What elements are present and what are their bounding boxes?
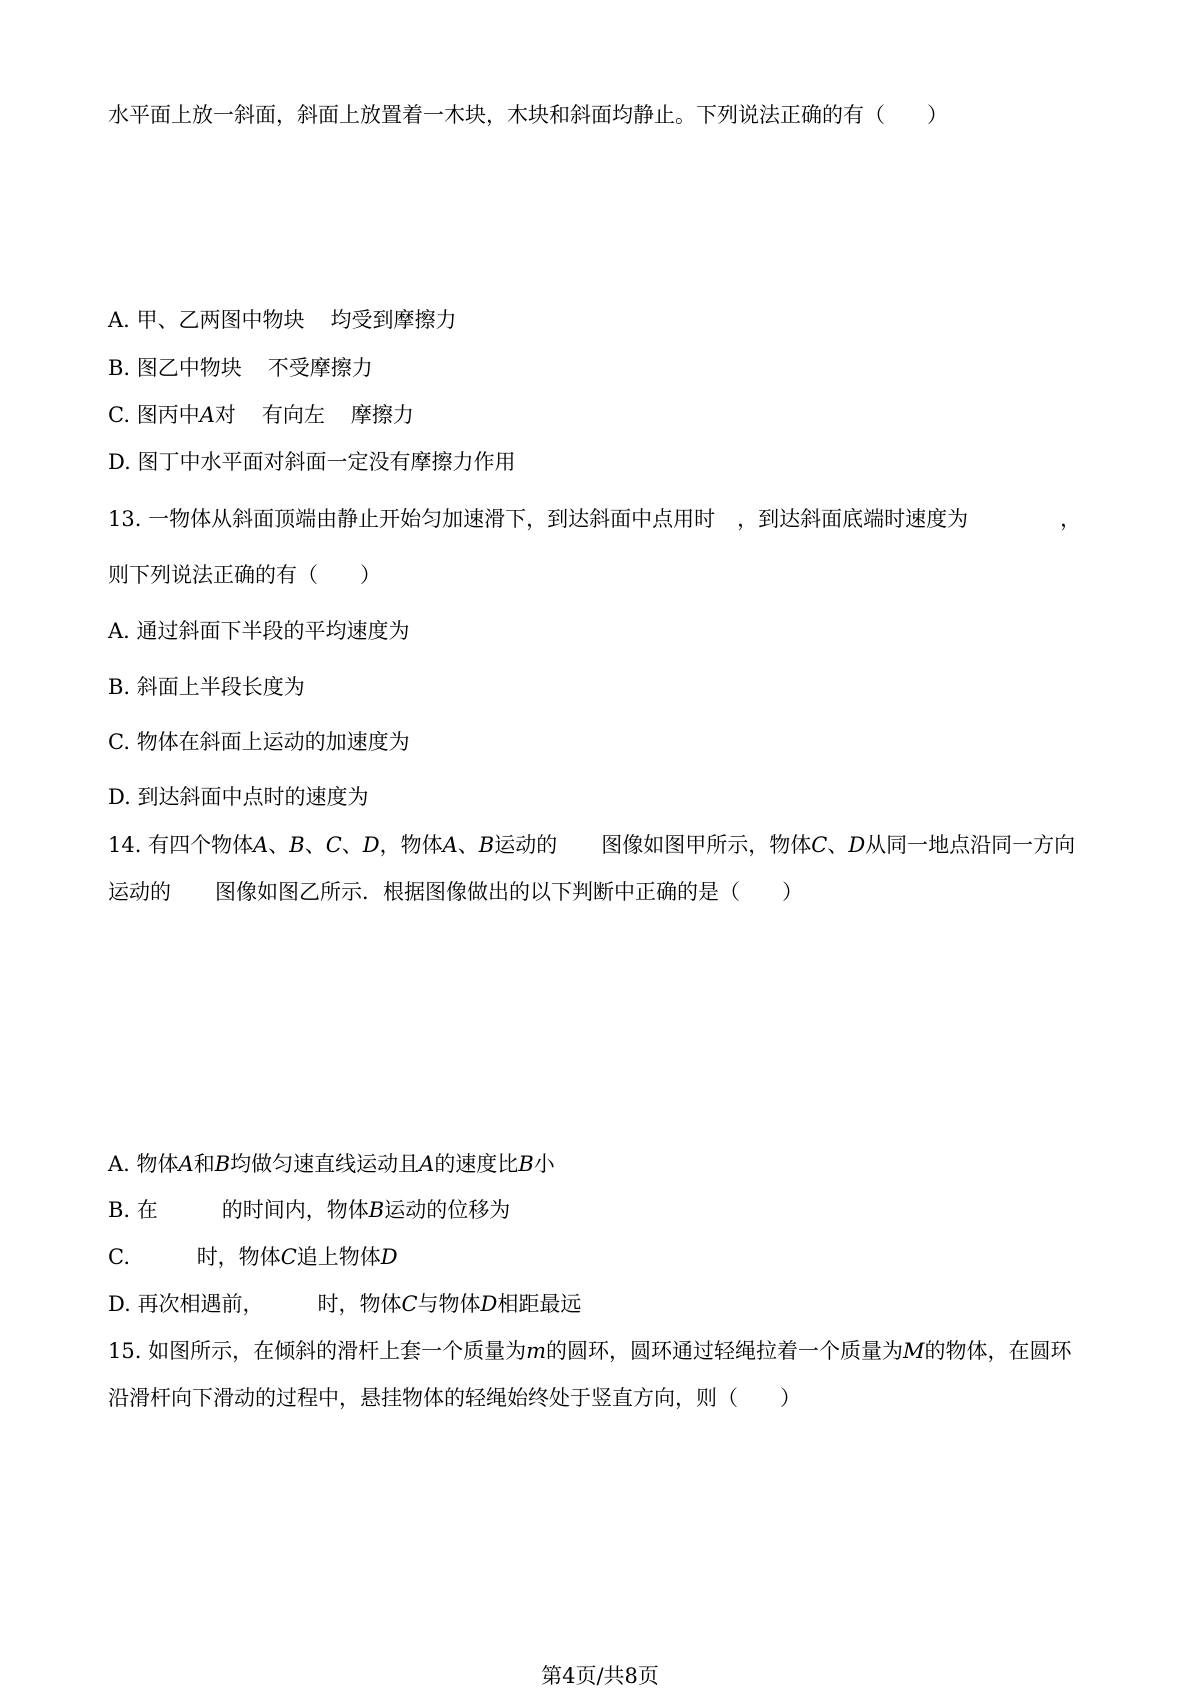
stem-text: 如图所示，在倾斜的滑杆上套一个质量为: [148, 1339, 527, 1363]
option-text: 小: [533, 1152, 555, 1176]
question-number: 15.: [108, 1339, 142, 1363]
stem-text: ，到达斜面底端时速度为: [737, 507, 969, 531]
option-label: B.: [108, 1198, 131, 1222]
q14-option-d: [108, 1290, 581, 1318]
q13-option-d: [108, 783, 368, 811]
option-label: D.: [108, 1292, 131, 1316]
option-text: 时，物体: [196, 1245, 281, 1269]
q14-option-a: [108, 1150, 555, 1178]
q14-option-c: [108, 1243, 398, 1271]
option-text: 对: [214, 403, 236, 427]
variable: A: [199, 403, 215, 427]
variable: A: [178, 1152, 194, 1176]
q12-option-d: [108, 448, 515, 476]
q14-stem-line1: [108, 831, 1075, 859]
option-label: C.: [108, 1245, 130, 1269]
option-text: 物体在斜面上运动的加速度为: [136, 730, 410, 754]
stem-text: 的物体，在圆环: [924, 1339, 1072, 1363]
option-text: 物体: [136, 1152, 179, 1176]
option-text: 相距最远: [497, 1292, 582, 1316]
q14-stem-line2: [108, 878, 803, 906]
question-number: 13.: [108, 507, 142, 531]
option-label: A.: [108, 1152, 130, 1176]
variable: m: [526, 1339, 547, 1363]
variable: D: [848, 833, 866, 857]
variable: B: [478, 833, 495, 857]
variable: B: [214, 1152, 231, 1176]
option-text: 均做匀速直线运动且: [230, 1152, 420, 1176]
stem-text: 图像如图乙所示．根据图像做出的以下判断中正确的是（ ）: [215, 880, 803, 904]
stem-text: 运动的: [494, 833, 558, 857]
q15-stem-line1: [108, 1337, 1072, 1365]
stem-text: 从同一地点沿同一方向: [865, 833, 1076, 857]
option-text: 有向左: [261, 403, 325, 427]
variable: A: [419, 1152, 435, 1176]
option-text: 图丙中: [136, 403, 200, 427]
variable: B: [289, 833, 305, 857]
q13-stem-line2: 则下列说法正确的有（ ）: [108, 563, 381, 587]
stem-text: 、: [457, 833, 479, 857]
variable: D: [480, 1292, 498, 1316]
option-text: 不受摩擦力: [267, 356, 373, 380]
variable: C: [325, 833, 342, 857]
option-text: 时，物体: [317, 1292, 402, 1316]
variable: D: [362, 833, 380, 857]
variable: B: [518, 1152, 534, 1176]
option-text: 在: [136, 1198, 158, 1222]
option-label: D.: [108, 450, 131, 474]
stem-text: 有四个物体: [148, 833, 254, 857]
option-text: 到达斜面中点时的速度为: [137, 785, 369, 809]
stem-text: 图像如图甲所示，物体: [601, 833, 812, 857]
option-text: 与物体: [417, 1292, 481, 1316]
option-label: C.: [108, 730, 130, 754]
option-text: 图乙中物块: [136, 356, 242, 380]
option-text: 的时间内，物体: [221, 1198, 369, 1222]
variable: C: [280, 1245, 297, 1269]
option-text: 通过斜面下半段的平均速度为: [136, 619, 410, 643]
option-label: B.: [108, 356, 131, 380]
option-label: C.: [108, 403, 130, 427]
option-label: B.: [108, 675, 131, 699]
option-text: 均受到摩擦力: [330, 308, 457, 332]
q13-option-b: [108, 673, 305, 701]
stem-text: 、: [268, 833, 290, 857]
question-number: 14.: [108, 833, 142, 857]
q12-option-b: [108, 354, 373, 382]
stem-text: 、: [341, 833, 363, 857]
option-label: D.: [108, 785, 131, 809]
stem-text: 运动的: [108, 880, 171, 904]
stem-text: 的圆环，圆环通过轻绳拉着一个质量为: [546, 1339, 904, 1363]
variable: C: [401, 1292, 418, 1316]
option-label: A.: [108, 308, 130, 332]
q12-stem: 水平面上放一斜面，斜面上放置着一木块，木块和斜面均静止。下列说法正确的有（ ）: [108, 103, 948, 127]
q14-option-b: [108, 1196, 510, 1224]
stem-text: ，: [1060, 507, 1082, 531]
option-text: 和: [193, 1152, 215, 1176]
page-footer: 第4页/共8页: [541, 1664, 659, 1688]
q15-stem-line2: 沿滑杆向下滑动的过程中，悬挂物体的轻绳始终处于竖直方向，则（ ）: [108, 1386, 801, 1410]
option-text: 图丁中水平面对斜面一定没有摩擦力作用: [137, 450, 516, 474]
stem-text: 、: [304, 833, 326, 857]
option-label: A.: [108, 619, 130, 643]
variable: A: [442, 833, 458, 857]
option-text: 的速度比: [434, 1152, 519, 1176]
variable: D: [380, 1245, 398, 1269]
q13-option-a: [108, 617, 410, 645]
option-text: 摩擦力: [350, 403, 414, 427]
stem-text: 、: [827, 833, 849, 857]
q13-stem-line1: [108, 505, 1081, 533]
option-text: 再次相遇前，: [137, 1292, 264, 1316]
q13-option-c: [108, 728, 410, 756]
option-text: 甲、乙两图中物块: [136, 308, 305, 332]
variable: C: [811, 833, 828, 857]
option-text: 斜面上半段长度为: [136, 675, 305, 699]
variable: M: [903, 1339, 925, 1363]
option-text: 追上物体: [296, 1245, 381, 1269]
variable: A: [253, 833, 269, 857]
stem-text: 一物体从斜面顶端由静止开始匀加速滑下，到达斜面中点用时: [148, 507, 716, 531]
q12-option-a: [108, 306, 457, 334]
q12-option-c: [108, 401, 414, 429]
variable: B: [368, 1198, 385, 1222]
stem-text: ，物体: [379, 833, 443, 857]
option-text: 运动的位移为: [384, 1198, 511, 1222]
